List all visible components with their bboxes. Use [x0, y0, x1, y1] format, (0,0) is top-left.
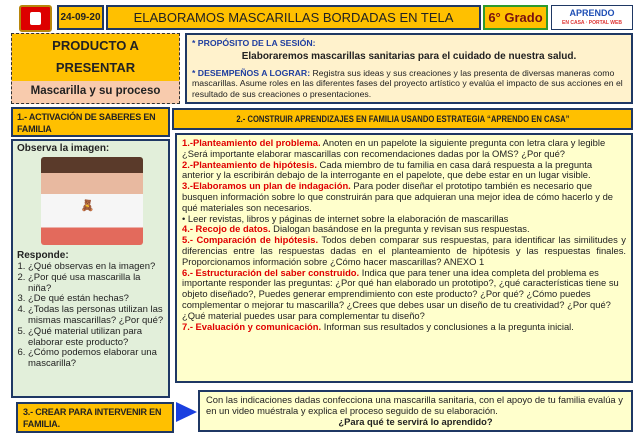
question-item: 6. ¿Cómo podemos elaborar una mascarilla?	[28, 348, 166, 370]
bullet-icon: *	[192, 67, 198, 78]
observe-label: Observa la imagen:	[17, 143, 110, 154]
purpose-text: Elaboraremos mascarillas sanitarias para el cuidado de nuestra salud.	[241, 50, 577, 62]
school-logo	[19, 5, 52, 32]
product-subtitle: Mascarilla y su proceso	[30, 85, 161, 97]
purpose-label: PROPÓSITO DE LA SESIÓN:	[197, 38, 316, 48]
question-item: 4. ¿Todas las personas utilizan las mismas mascarillas? ¿Por qué?	[28, 305, 166, 327]
step-item	[182, 181, 626, 213]
purpose-box	[185, 33, 633, 104]
section3-text: Con las indicaciones dadas confecciona una mascarilla sanitaria, con el apoyo de tu familia evalúa y en un video muéstrala y explica el proceso seguido de su elaboración.	[206, 394, 623, 416]
section2-header-box	[172, 108, 633, 130]
question-item: 2. ¿Por qué usa mascarilla la niña?	[28, 273, 166, 295]
product-title-2: PRESENTAR	[55, 60, 136, 75]
step-item	[182, 138, 626, 160]
questions-list	[17, 262, 166, 370]
step-item	[182, 322, 626, 333]
step-text: Indica que para tener una idea completa del problema es importante responder las preguntas: ¿Por qué han elaborado un prototipo?, ¿qué características tiene su objeto diseñado?, Puedes generar emprendimiento con este producto? ¿Por qué? ¿Cómo puedes complementar o mejorar tu mascarilla? ¿Crees que debes usar un diseño de tu creatividad? ¿Por qué?	[182, 266, 619, 310]
section2-header: 2.- CONSTRUIR APRENDIZAJES EN FAMILIA USANDO ESTRATEGIA “APRENDO EN CASA”	[235, 114, 570, 124]
step-text: Informan sus resultados y conclusiones a la pregunta inicial.	[321, 320, 574, 332]
step-text: Cada miembro de tu familia en casa dará respuesta a la pregunta anterior y la escribirán debajo de la interrogante en el papelote, que debe estar en un lugar visible.	[182, 158, 593, 181]
girl-with-mask-image: 🧸	[41, 157, 143, 245]
performance-text: Registra sus ideas y sus creaciones y las presenta de diversas maneras como mascarillas. Asume roles en las diferentes fases del proyecto artístico y evalúa el impacto de sus acciones en el resultado de sus creaciones o presentaciones.	[192, 67, 623, 99]
step-item	[182, 268, 626, 311]
step-text: Todos deben comparar sus respuestas, para identificar las similitudes y diferencias entre las respuestas dadas en el planteamiento de hipótesis y las respuestas finales. Proporcionamos información sobre ¿Cómo hacer mascarillas? ANEXO 1	[182, 234, 626, 267]
bullet-icon: *	[192, 38, 198, 48]
step-title: 1.-Planteamiento del problema.	[182, 137, 321, 148]
aprendo-en-casa-logo	[551, 5, 633, 30]
product-box	[11, 33, 180, 104]
question-item: 1. ¿Qué observas en la imagen?	[28, 262, 166, 273]
step-text: Dialogan basándose en la pregunta y revisan sus respuestas.	[270, 223, 530, 235]
step-title: 7.- Evaluación y comunicación.	[182, 320, 322, 332]
aprendo-logo-sub: EN CASA · PORTAL WEB	[562, 20, 622, 26]
product-title-1: PRODUCTO A	[52, 38, 139, 53]
section3-box	[198, 390, 633, 432]
section3-header: 3.- CREAR PARA INTERVENIR EN FAMILIA.	[16, 402, 174, 433]
step-text: Anoten en un papelote la siguiente pregunta con letra clara y legible ¿Será importante elaborar mascarillas con recomendaciones dadas por la OMS? ¿Por qué?	[182, 137, 606, 159]
section1-header: 1.- ACTIVACIÓN DE SABERES EN FAMILIA	[11, 107, 170, 137]
section3-question: ¿Para qué te servirá lo aprendido?	[338, 416, 493, 427]
section1-panel	[11, 139, 170, 398]
step-text: ¿Qué material puedes usar para complementar tu diseño?	[182, 309, 425, 321]
session-date: 24-09-20	[57, 5, 104, 30]
step-item	[182, 160, 626, 182]
step-title: 4.- Recojo de datos.	[182, 223, 271, 235]
question-item: 3. ¿De qué están hechas?	[28, 294, 166, 305]
question-item: 5. ¿Qué material utilizan para elaborar este producto?	[28, 327, 166, 349]
step-text: Para poder diseñar el prototipo también es necesario que busquen información sobre lo que construirán para que adquieran una mejor idea de cómo hacerlo y de qué materiales son necesarios.	[182, 180, 614, 213]
step-item	[182, 235, 626, 267]
performance-label: DESEMPEÑOS A LOGRAR:	[197, 67, 311, 78]
aprendo-logo-title: APRENDO	[569, 8, 615, 18]
step-title: 6.- Estructuración del saber construido.	[182, 266, 360, 278]
arrow-right-icon	[176, 402, 197, 422]
step-title: 2.-Planteamiento de hipótesis.	[182, 158, 317, 170]
grade-badge: 6° Grado	[483, 5, 548, 30]
respond-label: Responde:	[17, 250, 69, 261]
session-title: ELABORAMOS MASCARILLAS BORDADAS EN TELA	[106, 5, 481, 30]
step-title: 3.-Elaboramos un plan de indagación.	[182, 180, 351, 192]
step-text: • Leer revistas, libros y páginas de internet sobre la elaboración de mascarillas	[182, 212, 509, 224]
step-title: 5.- Comparación de hipótesis.	[182, 234, 319, 246]
section2-panel	[175, 133, 633, 383]
